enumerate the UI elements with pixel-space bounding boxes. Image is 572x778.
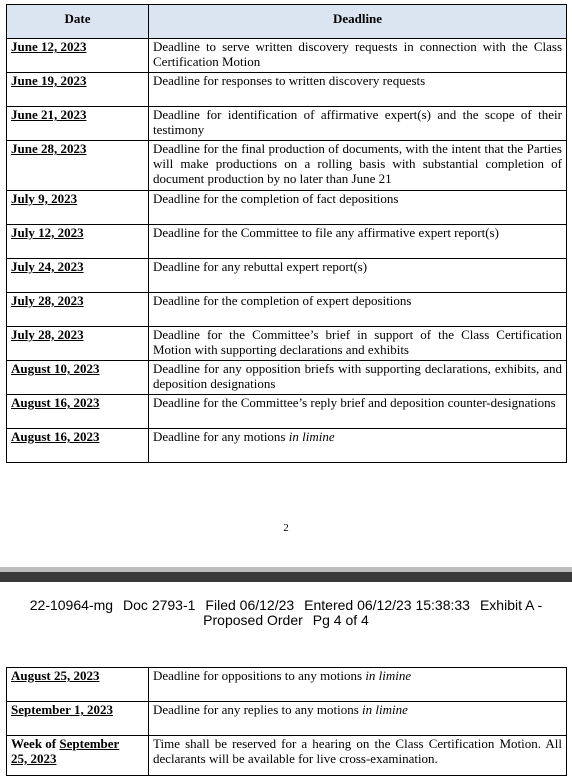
row-date: July 12, 2023	[7, 225, 149, 259]
table-row	[7, 702, 567, 736]
table-row	[7, 668, 567, 702]
row-date: July 28, 2023	[7, 327, 149, 361]
row-deadline: Deadline for the Committee to file any affirmative expert report(s)	[149, 225, 567, 259]
row-date: August 25, 2023	[7, 668, 149, 702]
row-deadline: Time shall be reserved for a hearing on the Class Certification Motion. All declarants will be available for live cross-examination.	[149, 736, 567, 776]
table-row	[7, 73, 567, 107]
row-date: June 21, 2023	[7, 107, 149, 141]
row-deadline: Deadline for identification of affirmative expert(s) and the scope of their testimony	[149, 107, 567, 141]
row-deadline: Deadline to serve written discovery requests in connection with the Class Certification Motion	[149, 39, 567, 73]
doc-number: Doc 2793-1	[123, 597, 196, 613]
table-row	[7, 141, 567, 191]
proposed-order-label: Proposed Order	[203, 612, 303, 628]
table-row	[7, 395, 567, 429]
row-date: July 28, 2023	[7, 293, 149, 327]
table-header-row	[7, 5, 567, 39]
deadline-column-header: Deadline	[149, 5, 567, 39]
deadline-text-italic: in limine	[362, 702, 408, 717]
row-date: August 10, 2023	[7, 361, 149, 395]
table-row	[7, 293, 567, 327]
row-date: June 12, 2023	[7, 39, 149, 73]
row-date: August 16, 2023	[7, 429, 149, 463]
row-deadline: Deadline for the final production of documents, with the intent that the Parties will make productions on a rolling basis with substantial completion of document production by no later than June 21	[149, 141, 567, 191]
row-deadline: Deadline for the completion of fact depositions	[149, 191, 567, 225]
date-column-header: Date	[7, 5, 149, 39]
filing-stamp-line1	[0, 598, 572, 613]
row-date: July 24, 2023	[7, 259, 149, 293]
week-date-line1: September	[59, 736, 120, 751]
row-deadline: Deadline for any rebuttal expert report(s)	[149, 259, 567, 293]
table-row	[7, 39, 567, 73]
week-date-line2: 25, 2023	[11, 751, 57, 766]
table-row	[7, 361, 567, 395]
filing-stamp-line2	[0, 613, 572, 628]
row-deadline	[149, 668, 567, 702]
schedule-table-continued	[6, 667, 567, 776]
row-date: June 28, 2023	[7, 141, 149, 191]
page-break-bar	[0, 572, 572, 582]
row-date: June 19, 2023	[7, 73, 149, 107]
row-date: September 1, 2023	[7, 702, 149, 736]
filing-stamp	[0, 598, 572, 628]
deadline-text-italic: in limine	[365, 668, 412, 683]
row-date: July 9, 2023	[7, 191, 149, 225]
deadline-text: Deadline for any replies to any motions	[153, 702, 363, 717]
deadline-text-italic: in limine	[288, 429, 335, 444]
table-row	[7, 327, 567, 361]
filed-date: Filed 06/12/23	[205, 597, 295, 613]
page-number: 2	[283, 522, 289, 534]
page-count: Pg 4 of 4	[312, 612, 369, 628]
row-deadline: Deadline for the completion of expert depositions	[149, 293, 567, 327]
row-deadline: Deadline for responses to written discovery requests	[149, 73, 567, 107]
row-date	[7, 736, 149, 776]
deadline-text: Deadline for oppositions to any motions	[153, 668, 366, 683]
row-deadline: Deadline for any opposition briefs with supporting declarations, exhibits, and deposition designations	[149, 361, 567, 395]
table-row	[7, 736, 567, 776]
table-row	[7, 259, 567, 293]
row-deadline	[149, 429, 567, 463]
exhibit-label: Exhibit A -	[479, 597, 543, 613]
row-deadline: Deadline for the Committee’s reply brief and deposition counter-designations	[149, 395, 567, 429]
table-row	[7, 191, 567, 225]
table-row	[7, 225, 567, 259]
deadline-text: Deadline for any motions	[153, 429, 289, 444]
table-row	[7, 429, 567, 463]
row-deadline: Deadline for the Committee’s brief in support of the Class Certification Motion with supporting declarations and exhibits	[149, 327, 567, 361]
entered-date: Entered 06/12/23 15:38:33	[304, 597, 470, 613]
row-deadline	[149, 702, 567, 736]
case-number: 22-10964-mg	[29, 597, 114, 613]
schedule-table	[6, 4, 567, 463]
week-of-prefix: Week of	[11, 736, 60, 751]
row-date: August 16, 2023	[7, 395, 149, 429]
table-row	[7, 107, 567, 141]
